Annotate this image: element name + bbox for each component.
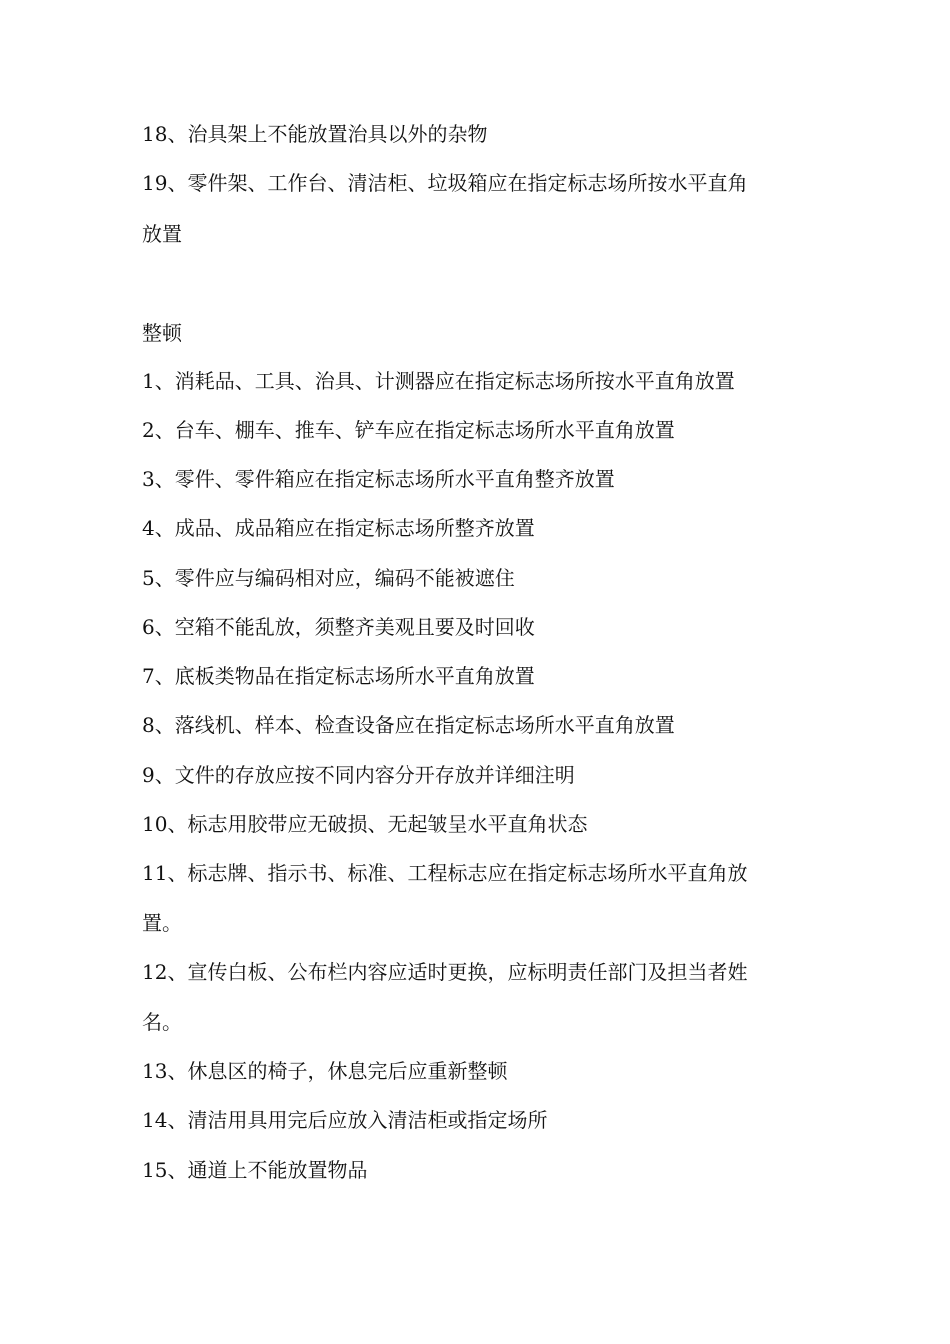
list-item: 5、零件应与编码相对应，编码不能被遮住 [142,566,515,590]
list-item: 6、空箱不能乱放，须整齐美观且要及时回收 [142,615,535,639]
section-heading: 整顿 [142,321,182,345]
list-item: 9、文件的存放应按不同内容分开存放并详细注明 [142,763,575,787]
list-item: 3、零件、零件箱应在指定标志场所水平直角整齐放置 [142,467,615,491]
list-item: 14、清洁用具用完后应放入清洁柜或指定场所 [142,1108,548,1132]
list-item: 2、台车、棚车、推车、铲车应在指定标志场所水平直角放置 [142,418,675,442]
text-line-19: 19、零件架、工作台、清洁柜、垃圾箱应在指定标志场所按水平直角 [142,171,748,195]
list-item: 8、落线机、样本、检查设备应在指定标志场所水平直角放置 [142,713,675,737]
list-item: 4、成品、成品箱应在指定标志场所整齐放置 [142,516,535,540]
list-item: 11、标志牌、指示书、标准、工程标志应在指定标志场所水平直角放 [142,861,748,885]
list-item: 12、宣传白板、公布栏内容应适时更换，应标明责任部门及担当者姓 [142,960,748,984]
list-item-continued: 置。 [142,911,182,935]
text-line-18: 18、治具架上不能放置治具以外的杂物 [142,122,488,146]
list-item: 13、休息区的椅子，休息完后应重新整顿 [142,1059,508,1083]
list-item: 15、通道上不能放置物品 [142,1158,368,1182]
text-line-19-continued: 放置 [142,222,182,246]
list-item: 7、底板类物品在指定标志场所水平直角放置 [142,664,535,688]
list-item-continued: 名。 [142,1010,182,1034]
list-item: 1、消耗品、工具、治具、计测器应在指定标志场所按水平直角放置 [142,369,735,393]
list-item: 10、标志用胶带应无破损、无起皱呈水平直角状态 [142,812,588,836]
